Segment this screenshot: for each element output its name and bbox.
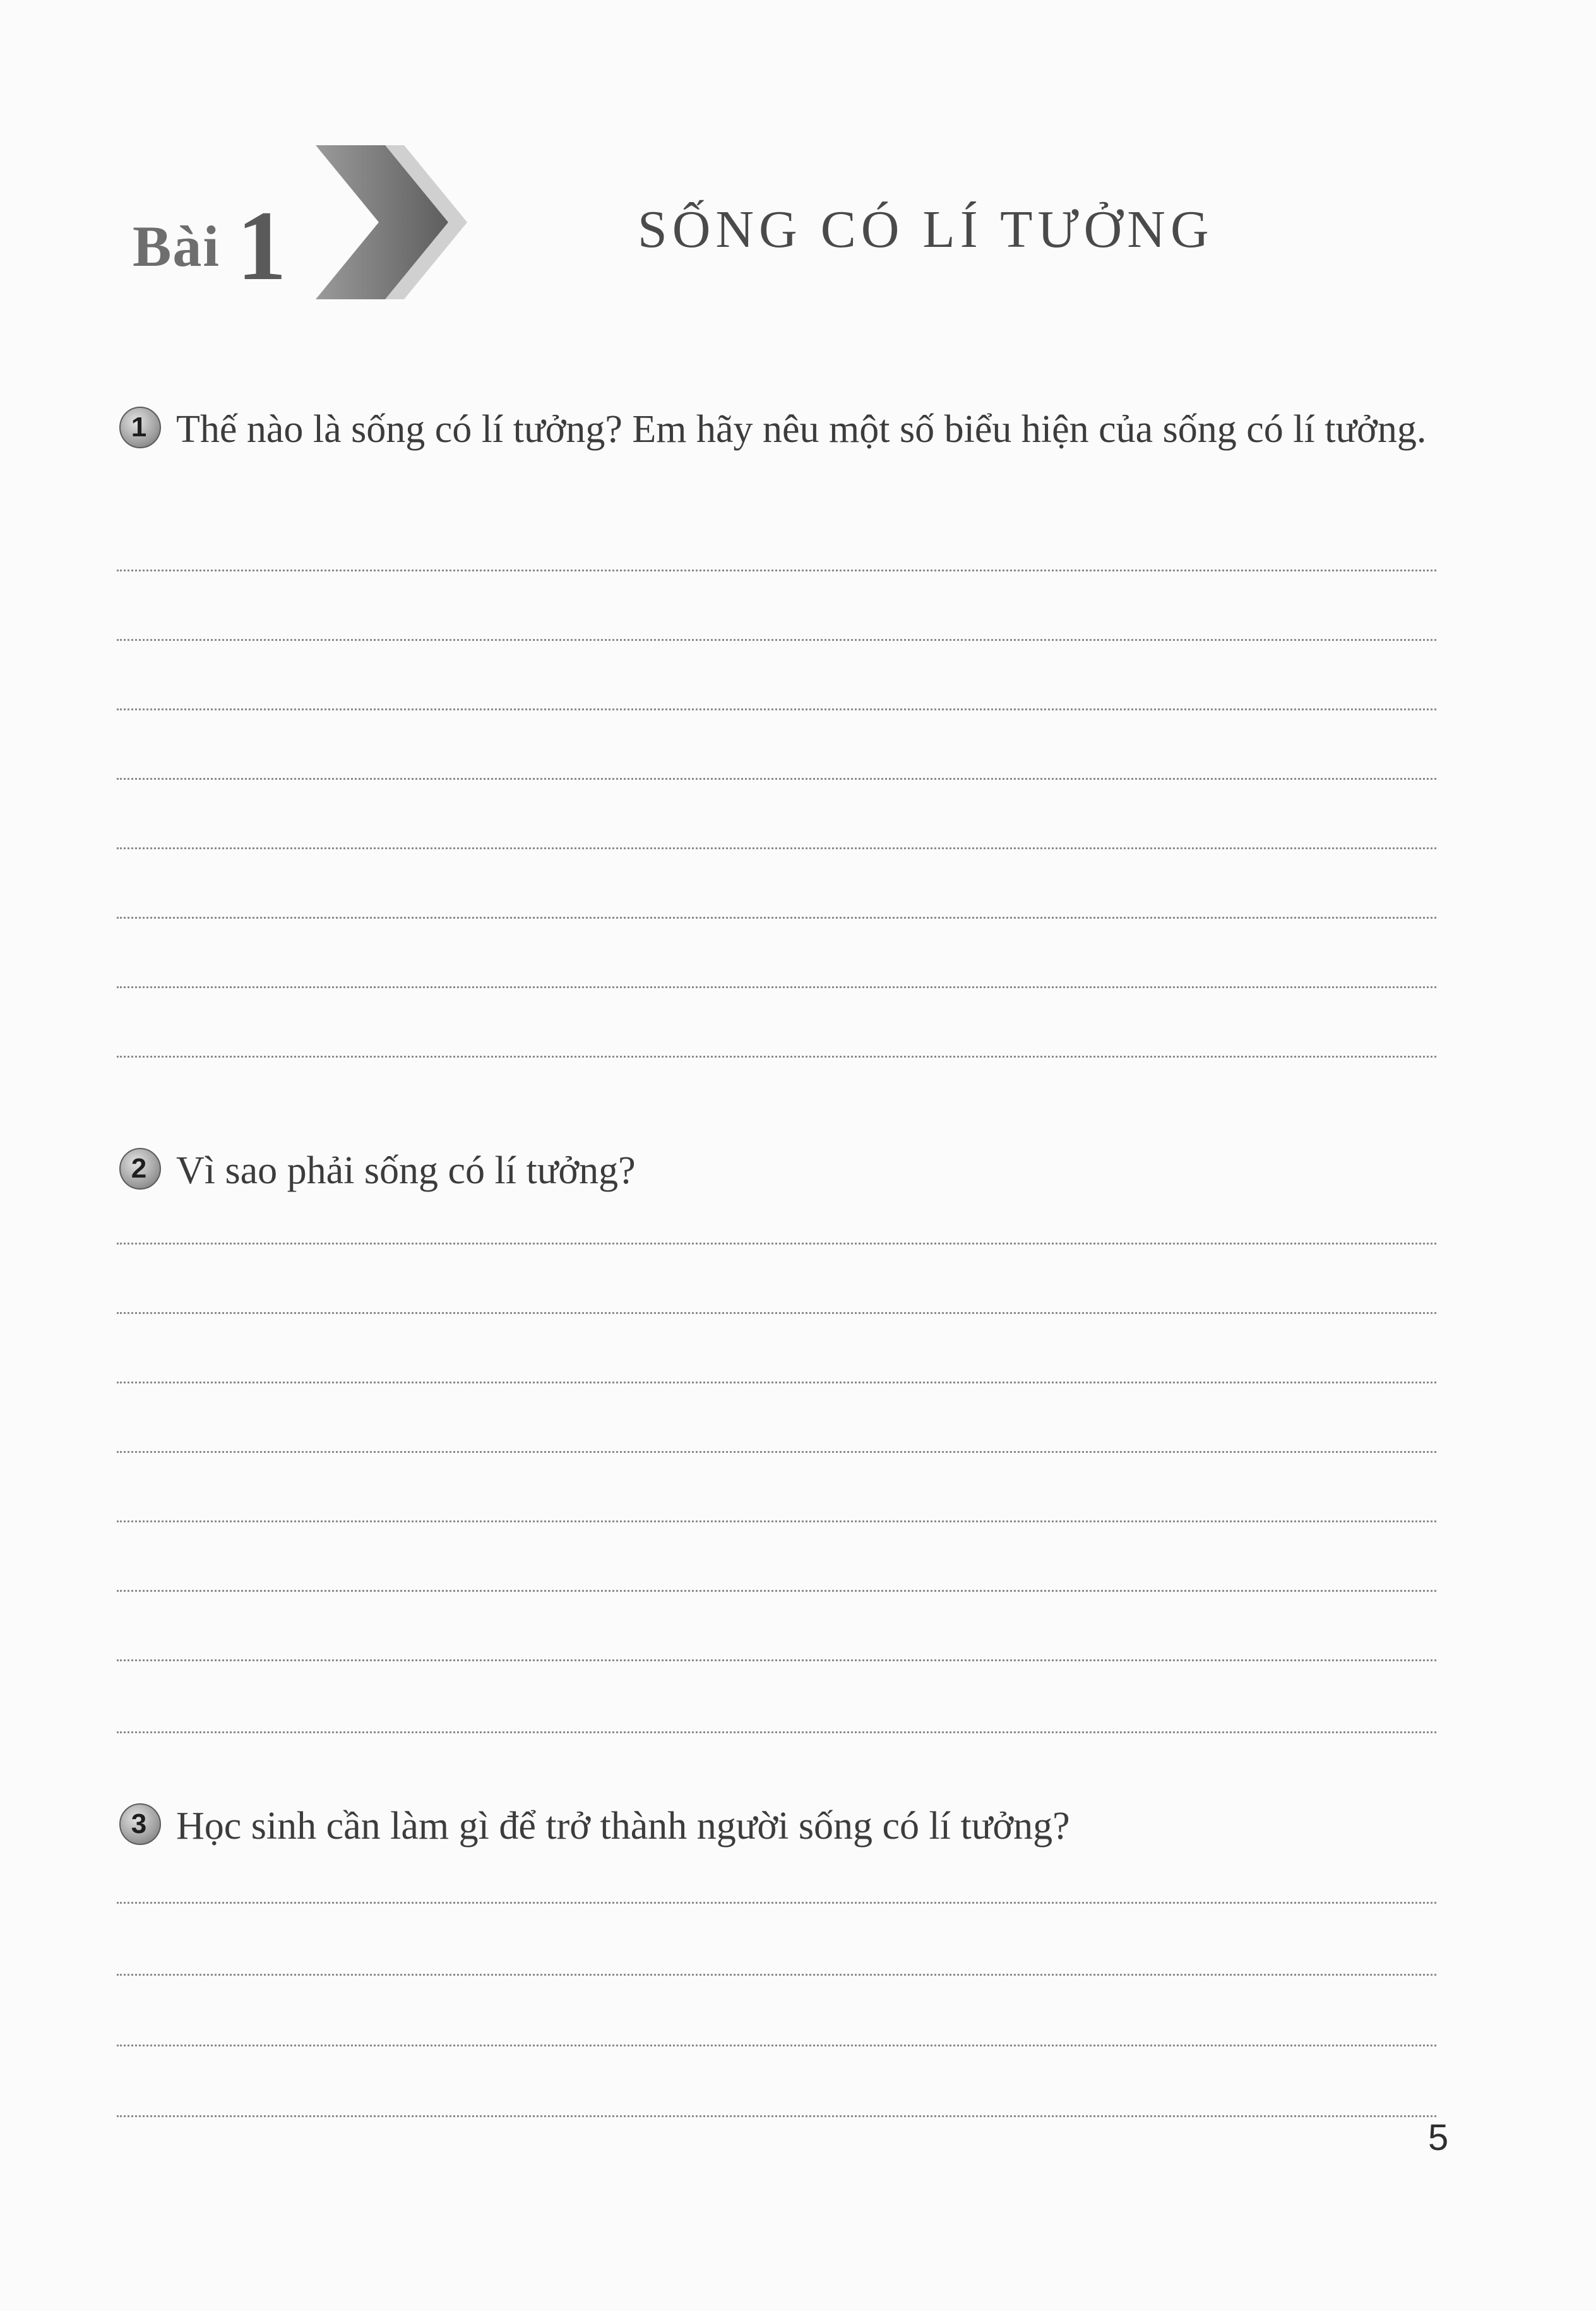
answer-line[interactable] — [117, 778, 1436, 780]
question-2 — [117, 1140, 1443, 1201]
answer-line[interactable] — [117, 1243, 1436, 1245]
answer-line[interactable] — [117, 708, 1436, 710]
answer-line[interactable] — [117, 986, 1436, 988]
answer-line[interactable] — [117, 1056, 1436, 1058]
question-number-badge — [117, 1144, 162, 1190]
question-text: Thế nào là sống có lí tưởng? Em hãy nêu một số biểu hiện của sống có lí tưởng. — [176, 408, 1427, 451]
answer-line[interactable] — [117, 1731, 1436, 1733]
question-1 — [117, 399, 1443, 460]
answer-line[interactable] — [117, 1659, 1436, 1661]
lesson-word: Bài — [133, 214, 220, 278]
question-number-badge — [117, 403, 162, 448]
answer-line[interactable] — [117, 1902, 1436, 1904]
answer-line[interactable] — [117, 639, 1436, 641]
chevron-arrow-icon — [309, 140, 499, 304]
answer-line[interactable] — [117, 2115, 1436, 2117]
answer-line[interactable] — [117, 917, 1436, 919]
answer-line[interactable] — [117, 2045, 1436, 2046]
question-number-badge — [117, 1800, 162, 1845]
answer-line[interactable] — [117, 1382, 1436, 1383]
answer-line[interactable] — [117, 1312, 1436, 1314]
lesson-number: 1 — [236, 191, 287, 301]
question-number: 2 — [131, 1153, 147, 1184]
question-text: Học sinh cần làm gì để trở thành người sống có lí tưởng? — [176, 1805, 1070, 1848]
answer-line[interactable] — [117, 1520, 1436, 1522]
answer-line[interactable] — [117, 1451, 1436, 1453]
question-3 — [117, 1796, 1443, 1856]
answer-line[interactable] — [117, 1590, 1436, 1592]
question-number: 1 — [131, 412, 147, 443]
page-number: 5 — [1428, 2117, 1449, 2158]
question-text: Vì sao phải sống có lí tưởng? — [176, 1149, 636, 1192]
lesson-label — [133, 183, 287, 309]
answer-line[interactable] — [117, 847, 1436, 849]
question-number: 3 — [131, 1808, 147, 1839]
answer-line[interactable] — [117, 1974, 1436, 1976]
answer-line[interactable] — [117, 570, 1436, 571]
lesson-title: SỐNG CÓ LÍ TƯỞNG — [638, 200, 1214, 259]
